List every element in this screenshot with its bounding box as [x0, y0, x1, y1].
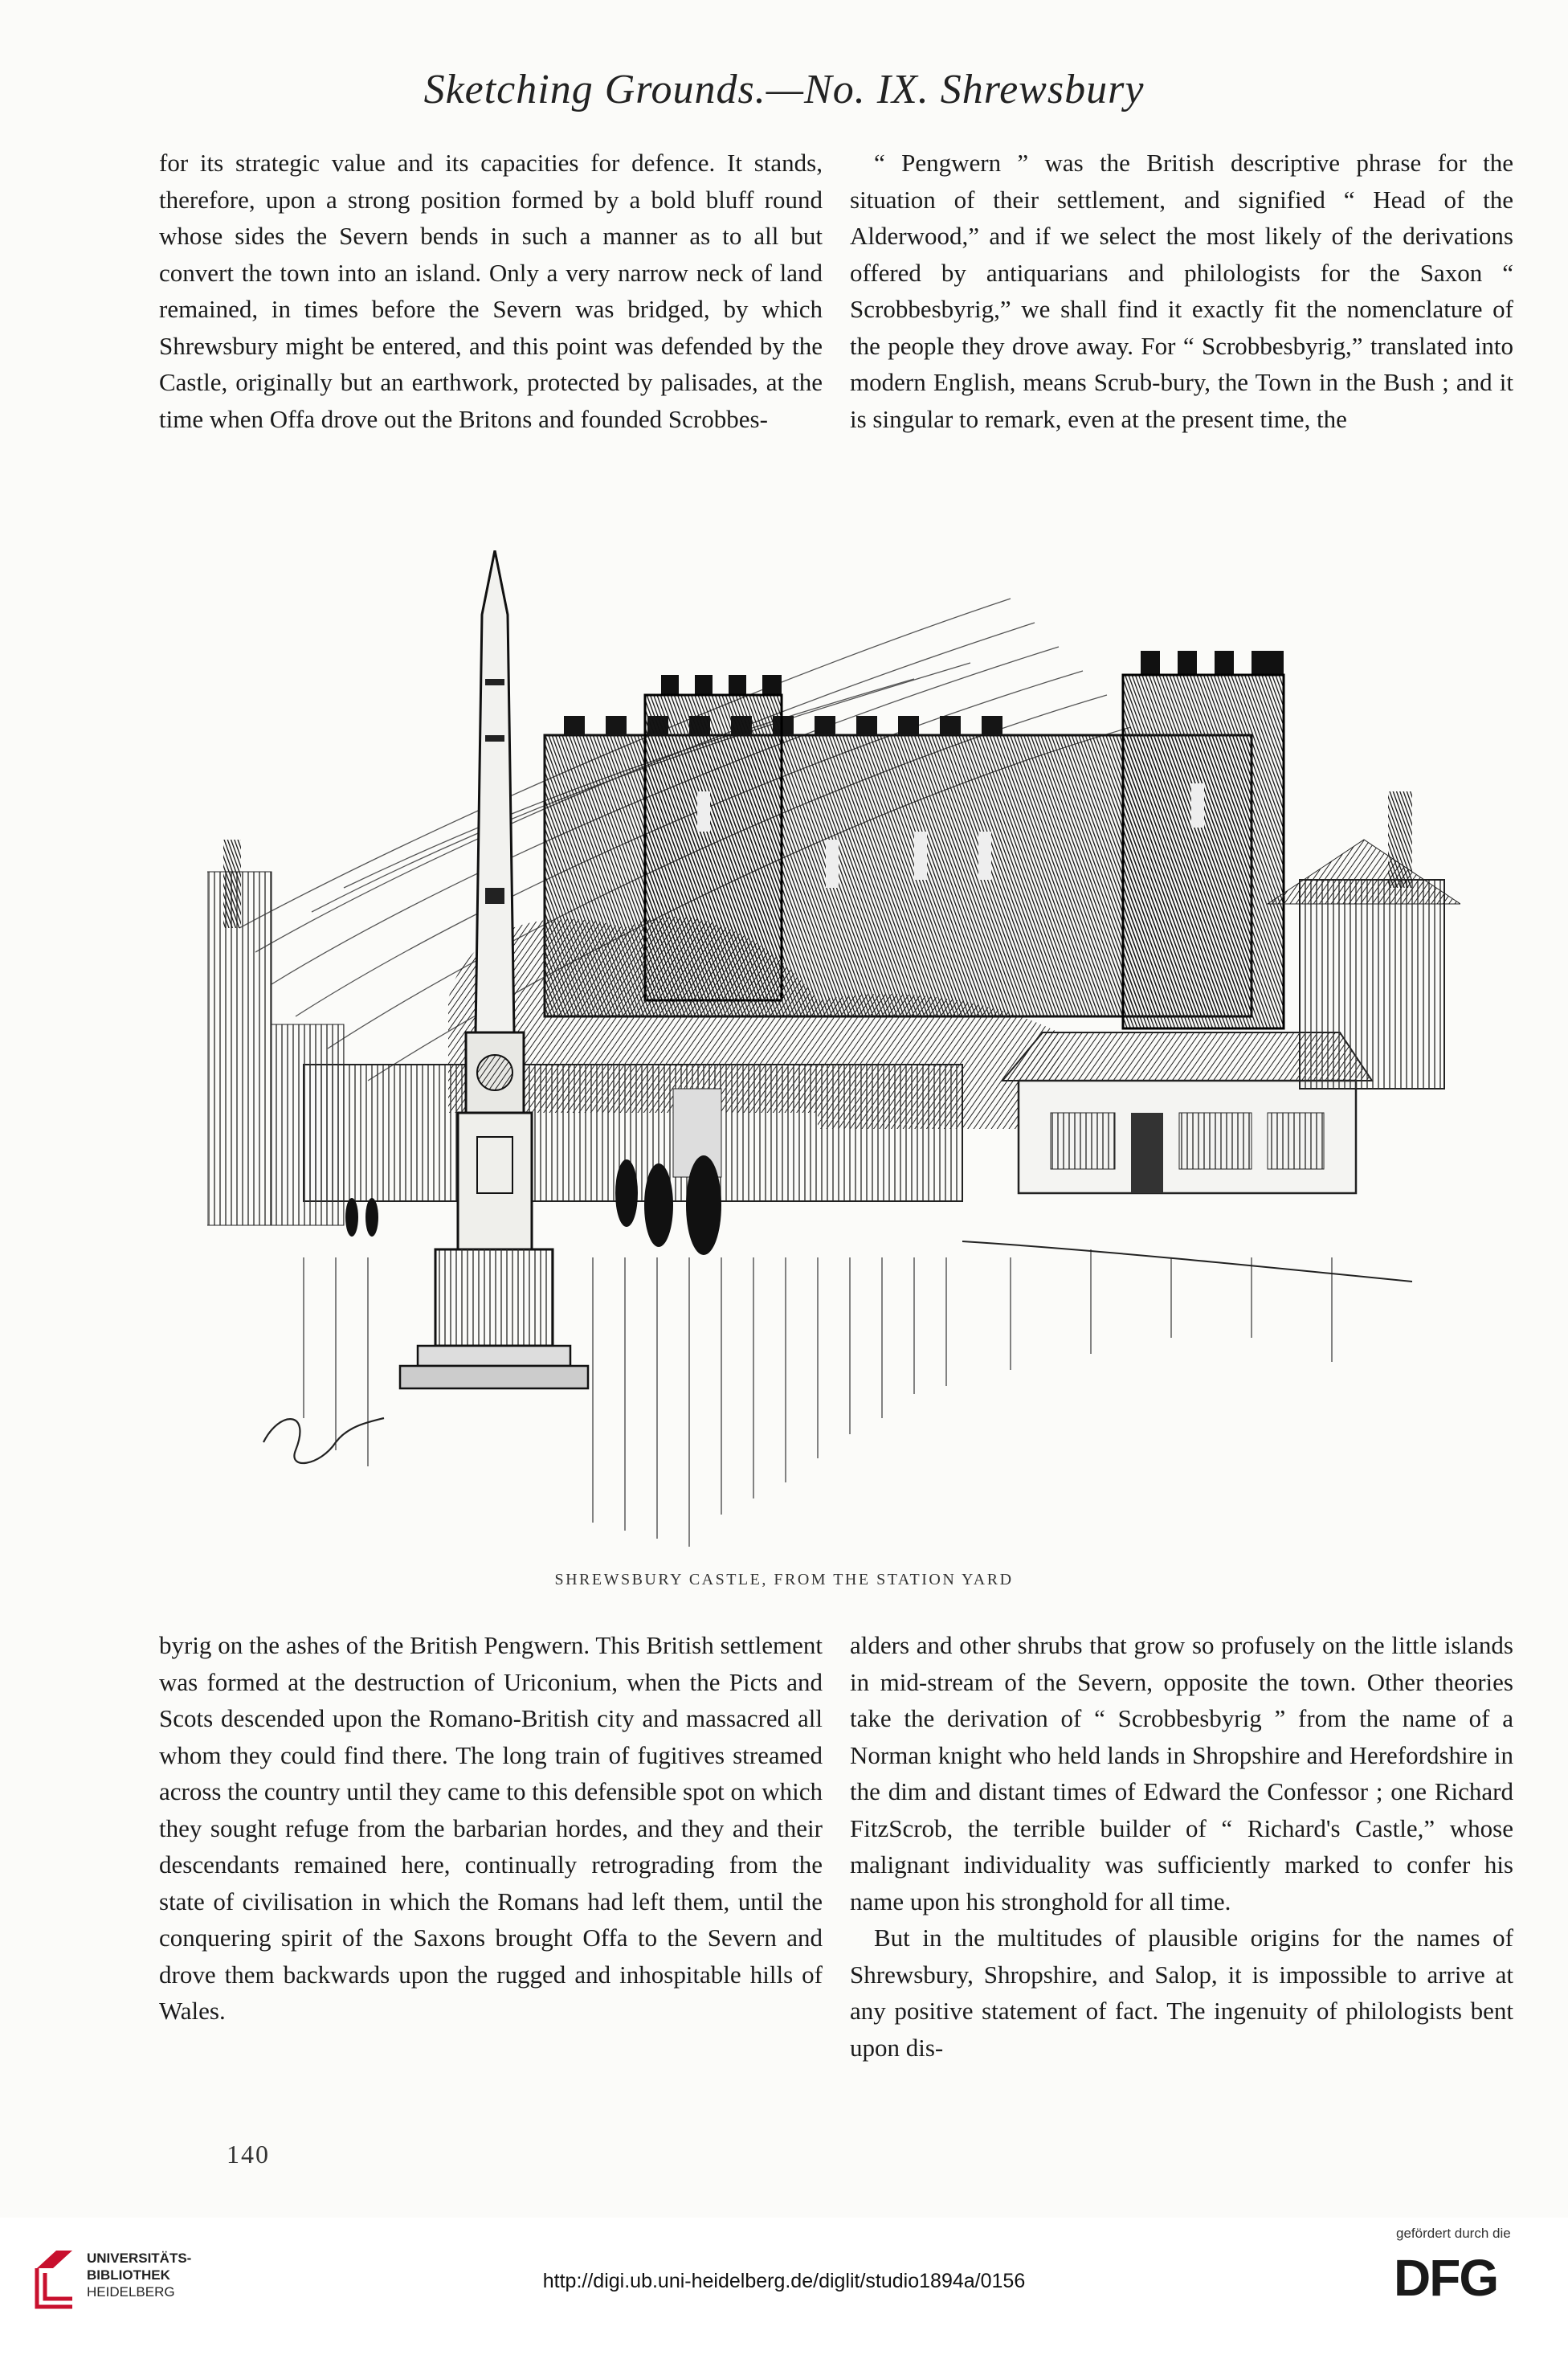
station-road-edge: [962, 1241, 1412, 1282]
artist-signature: [263, 1418, 384, 1463]
paragraph: byrig on the ashes of the British Pengwern. This British settlement was formed at the destruction of Uriconium, when the Picts and Scots descended upon the Romano-British city and massacred all whom they could find there. The long train of fugitives streamed across the country until they came to this defensible spot on which they sought refuge from the barbarian hordes, and they and their descendants remained here, continually retrograding from the state of civilisation in which the Romans had left them, until the conquering spirit of the Saxons brought Offa to the Severn and drove them backwards upon the rugged and inhospitable hills of Wales.: [159, 1631, 823, 2025]
text-column-bottom-right: [850, 1627, 1513, 2066]
library-name-line: BIBLIOTHEK: [87, 2267, 170, 2283]
figure-caption: SHREWSBURY CASTLE, FROM THE STATION YARD: [554, 1571, 1014, 1588]
text-column-bottom-left: [159, 1627, 823, 2030]
paragraph: “ Pengwern ” was the British descriptive phrase for the situation of their settlement, and signified “ Head of the Alderwood,” and if we select the most likely of the derivations offered by antiquarians and philologists for the Saxon “ Scrobbesbyrig,” we shall find it exactly fit the nomenclature of the people they drove away. For “ Scrobbesbyrig,” translated into modern English, means Scrub-bury, the Town in the Bush ; and it is singular to remark, even at the present time, the: [850, 149, 1513, 433]
source-url-link[interactable]: http://digi.ub.uni-heidelberg.de/diglit/studio1894a/0156: [542, 2270, 1026, 2292]
left-buildings: [207, 840, 344, 1225]
page-header: Sketching Grounds.—No. IX. Shrewsbury: [423, 67, 1145, 112]
castle-tower-right: [1123, 651, 1284, 1028]
library-name-line: UNIVERSITÄTS-: [87, 2251, 192, 2266]
funding-note: gefördert durch die: [1396, 2226, 1511, 2241]
text-column-top-right: [850, 145, 1513, 437]
paragraph: alders and other shrubs that grow so profusely on the little islands in mid-stream of the Severn, opposite the town. Other theories take the derivation of “ Scrobbesbyrig ” from the name of a Norman knight who held lands in Shropshire and Herefordshire in the dim and distant times of Edward the Confessor ; one Richard FitzScrob, the terrible builder of “ Richard's Castle,” whose malignant individuality was sufficiently marked to confer his name upon his stronghold for all time.: [850, 1631, 1513, 1915]
page-number: 140: [227, 2140, 270, 2169]
library-name-line: HEIDELBERG: [87, 2284, 175, 2300]
paragraph: But in the multitudes of plausible origins for the names of Shrewsbury, Shropshire, and Salop, it is impossible to arrive at any positive statement of fact. The ingenuity of philologists bent upon dis-: [850, 1924, 1513, 2062]
text-column-top-left: [159, 145, 823, 437]
castle-illustration: [207, 550, 1460, 1555]
dfg-logo: DFG: [1394, 2249, 1498, 2307]
paragraph: for its strategic value and its capacities for defence. It stands, therefore, upon a strong position formed by a bold bluff round whose sides the Severn bends in such a manner as to all but convert the town into an island. Only a very narrow neck of land remained, in times before the Severn was bridged, by which Shrewsbury might be entered, and this point was defended by the Castle, originally but an earthwork, protected by palisades, at the time when Offa drove out the Britons and founded Scrobbes-: [159, 149, 823, 433]
